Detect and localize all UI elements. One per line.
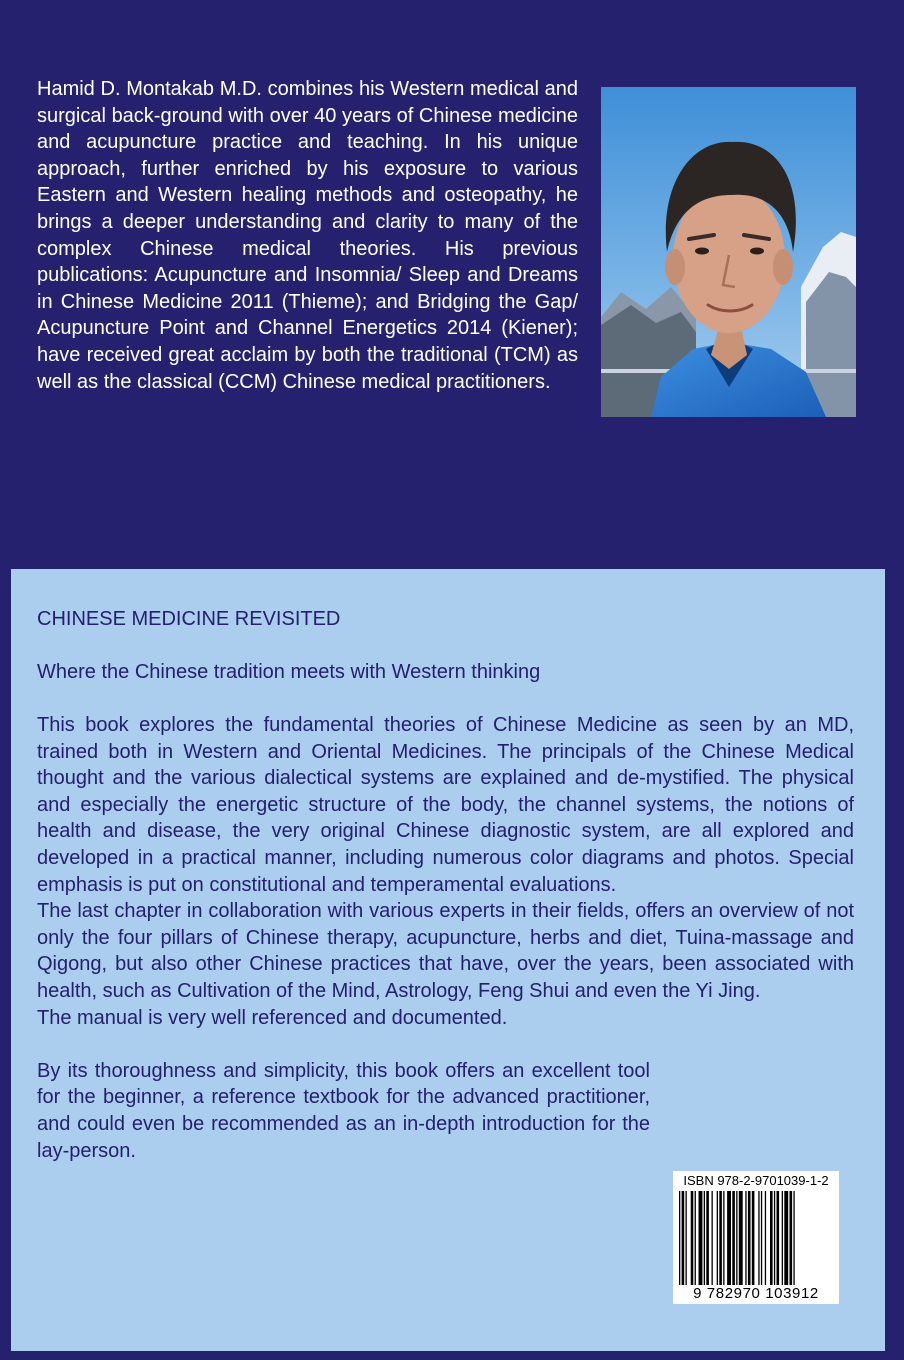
barcode-bar: [793, 1191, 794, 1285]
barcode-bar: [774, 1191, 775, 1285]
barcode-bar: [704, 1191, 705, 1285]
barcode-bar: [682, 1191, 685, 1285]
barcode-bar: [790, 1191, 793, 1285]
barcode-bar: [712, 1191, 713, 1285]
barcode-bar: [765, 1191, 766, 1285]
barcode-bar: [723, 1191, 724, 1285]
barcode-bar: [686, 1191, 687, 1285]
author-bio: Hamid D. Montakab M.D. combines his Western medical and surgical back-ground with over 40 years of Chinese medicine and acupuncture practice and teaching. In his unique approach, further enriched by his exposure to various Eastern and Western healing methods and osteopathy, he brings a deeper understanding and clarity to many of the complex Chinese medical theories. His previous publications: Acupuncture and Insomnia/ Sleep and Dreams in Chinese Medicine 2011 (Thieme); and Bridging the Gap/ Acupuncture Point and Channel Energetics 2014 (Kiener); have received great acclaim by both the traditional (TCM) as well as the classical (CCM) Chinese medical practitioners.: [37, 78, 578, 393]
barcode-bar: [748, 1191, 751, 1285]
book-description: [37, 712, 854, 1164]
author-portrait-icon: [601, 87, 856, 417]
barcode-bar: [695, 1191, 696, 1285]
barcode-bar: [719, 1191, 722, 1285]
book-title-heading: CHINESE MEDICINE REVISITED: [37, 608, 341, 630]
barcode-bar: [736, 1191, 737, 1285]
barcode-number: 9 782970 103912: [693, 1285, 819, 1302]
barcode-bar: [699, 1191, 703, 1285]
barcode-bar: [777, 1191, 780, 1285]
description-paragraph: The last chapter in collaboration with various experts in their fields, offers an overview of not only the four pillars of Chinese therapy, acupuncture, herbs and diet, Tuina-massage and Qigong, but also other Chinese practices that have, over the years, been associated with health, such as Cultivation of the Mind, Astrology, Feng Shui and even the Yi Jing.: [37, 900, 854, 1002]
description-paragraph-text: By its thoroughness and simplicity, this book offers an excellent tool for the beginner, a reference textbook for the advanced practitioner, and could even be recommended as an in-depth introduction for the lay-person.: [37, 1059, 650, 1162]
barcode-bar: [679, 1191, 680, 1285]
barcode-bar: [782, 1191, 783, 1285]
barcode-bar: [752, 1191, 755, 1285]
barcode-bar: [784, 1191, 788, 1285]
barcode-bar: [727, 1191, 731, 1285]
description-paragraph: The manual is very well referenced and documented.: [37, 1006, 508, 1029]
book-subtitle: Where the Chinese tradition meets with Western thinking: [37, 661, 541, 683]
barcode-bar: [761, 1191, 762, 1285]
isbn-barcode: [673, 1171, 839, 1304]
barcode-bar: [706, 1191, 709, 1285]
barcode-bar: [691, 1191, 694, 1285]
description-paragraph: [37, 1058, 650, 1164]
description-paragraph: This book explores the fundamental theories of Chinese Medicine as seen by an MD, trained both in Western and Oriental Medicines. The principals of the Chinese Medical thought and the various dialectical systems are explained and de-mystified. The physical and especially the energetic structure of the body, the channel systems, the notions of health and disease, the very original Chinese diagnostic system, are all explored and developed in a practical manner, including numerous color diagrams and photos. Special emphasis is put on constitutional and temperamental evaluations.: [37, 714, 854, 896]
author-photo: [601, 87, 856, 417]
isbn-label: ISBN 978-2-9701039-1-2: [683, 1173, 829, 1188]
barcode-bar: [770, 1191, 773, 1285]
barcode-bar: [717, 1191, 718, 1285]
barcode-bar: [758, 1191, 759, 1285]
barcode-bar: [739, 1191, 743, 1285]
barcode-bar: [732, 1191, 735, 1285]
barcode-bars-icon: [679, 1191, 833, 1285]
barcode-bar: [745, 1191, 746, 1285]
